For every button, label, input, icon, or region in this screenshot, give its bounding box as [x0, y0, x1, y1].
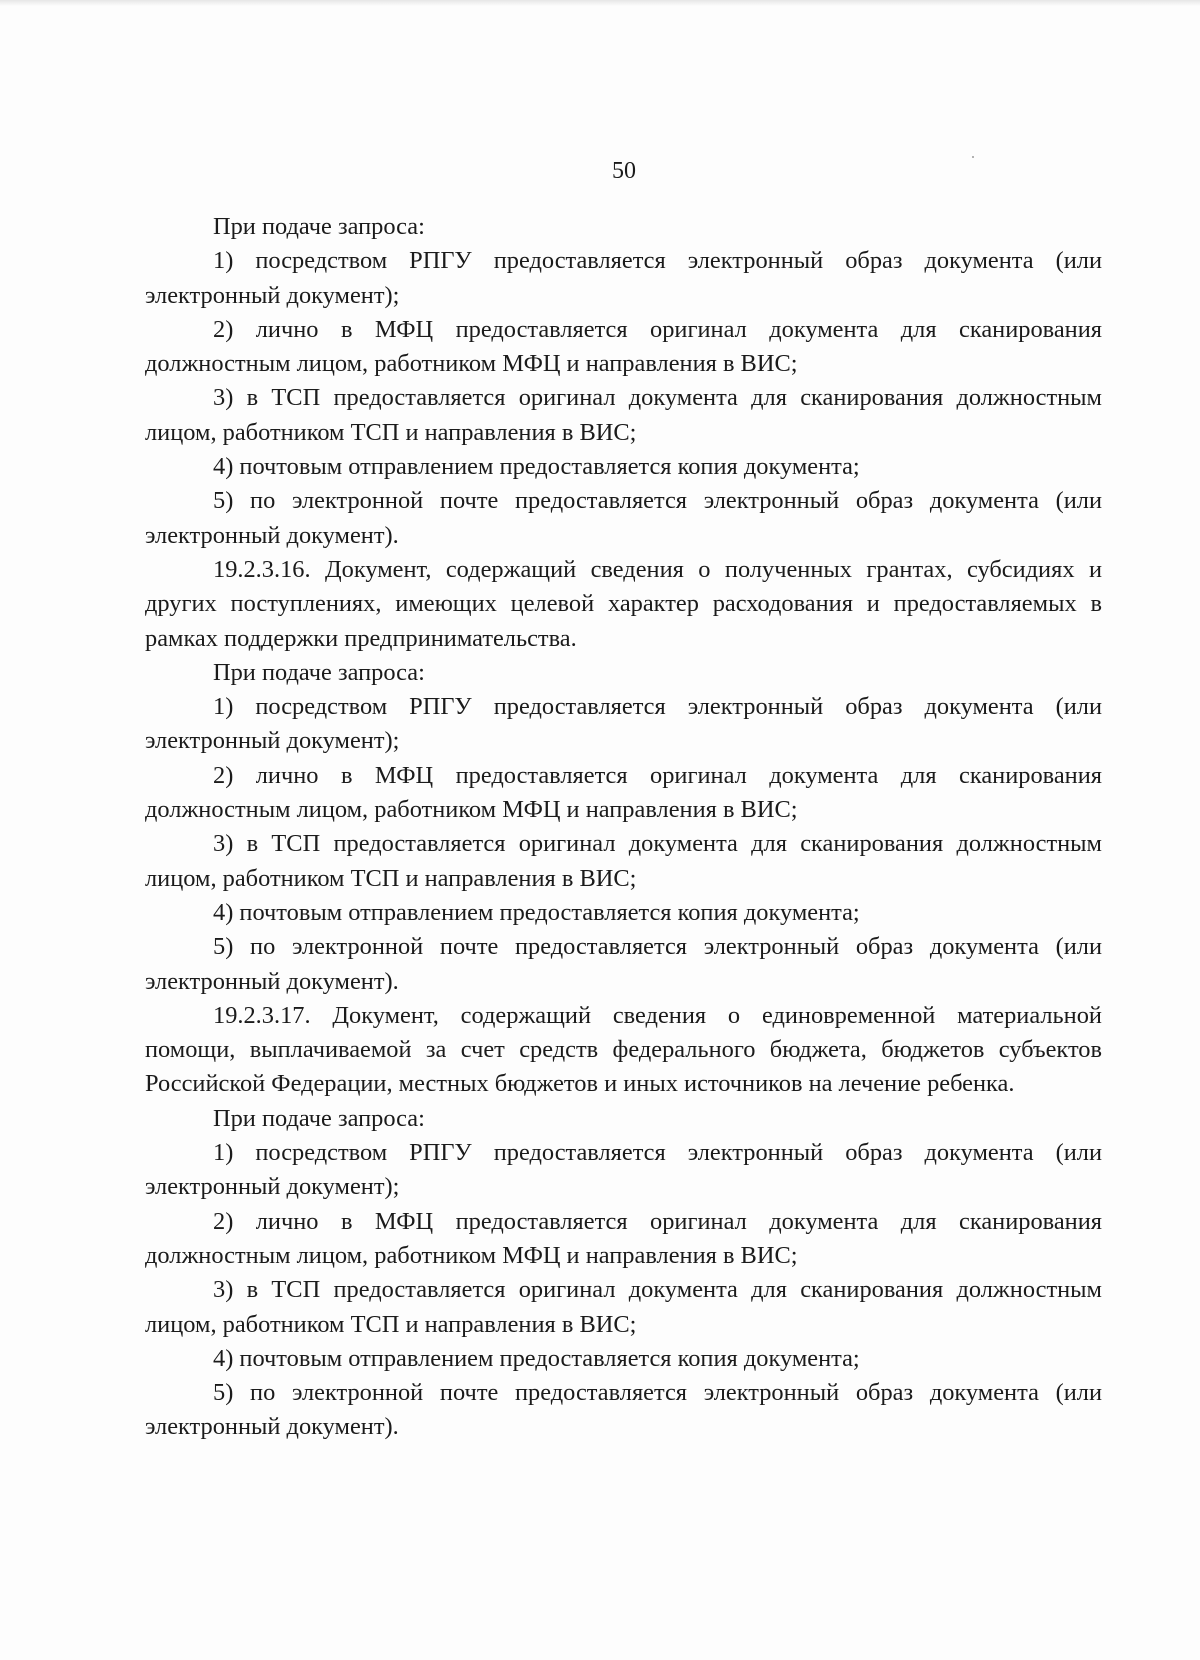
paragraph-section-19-2-3-16: 19.2.3.16. Документ, содержащий сведения о полученных грантах, субсидиях и других поступлениях, имеющих целевой характер расходования и предоставляемых в рамках поддержки предпринимательства. [145, 555, 1102, 652]
paragraph-submission-intro: При подаче запроса: [213, 213, 425, 240]
paragraph-item-mfc: 2) лично в МФЦ предоставляется оригинал документа для сканирования должностным лицом, работником МФЦ и направления в ВИС; [145, 1207, 1102, 1269]
paragraph-item-email: 5) по электронной почте предоставляется электронный образ документа (или электронный документ). [145, 487, 1102, 549]
paragraph-item-tsp: 3) в ТСП предоставляется оригинал документа для сканирования должностным лицом, работником ТСП и направления в ВИС; [145, 1276, 1102, 1338]
paragraph-item-rpgu: 1) посредством РПГУ предоставляется электронный образ документа (или электронный документ); [145, 247, 1102, 309]
paragraph-item-rpgu: 1) посредством РПГУ предоставляется электронный образ документа (или электронный документ); [145, 693, 1102, 755]
paragraph-item-mfc: 2) лично в МФЦ предоставляется оригинал документа для сканирования должностным лицом, работником МФЦ и направления в ВИС; [145, 315, 1102, 378]
paragraph-item-mail: 4) почтовым отправлением предоставляется копия документа; [213, 898, 860, 926]
paragraph-item-mail: 4) почтовым отправлением предоставляется копия документа; [213, 1344, 860, 1372]
paragraph-item-tsp: 3) в ТСП предоставляется оригинал документа для сканирования должностным лицом, работником ТСП и направления в ВИС; [145, 830, 1102, 892]
paragraph-submission-intro: При подаче запроса: [213, 658, 425, 686]
scan-edge [0, 0, 1200, 6]
paragraph-submission-intro: При подаче запроса: [213, 1104, 425, 1132]
paragraph-item-rpgu: 1) посредством РПГУ предоставляется электронный образ документа (или электронный документ); [145, 1139, 1102, 1201]
paragraph-item-email: 5) по электронной почте предоставляется электронный образ документа (или электронный документ). [145, 1379, 1102, 1441]
paragraph-section-19-2-3-17: 19.2.3.17. Документ, содержащий сведения о единовременной материальной помощи, выплачиваемой за счет средств федерального бюджета, бюджетов субъектов Российской Федерации, местных бюджетов и иных источников на лечение ребенка. [145, 1001, 1102, 1098]
paragraph-item-mail: 4) почтовым отправлением предоставляется копия документа; [213, 453, 860, 481]
paragraph-item-mfc: 2) лично в МФЦ предоставляется оригинал документа для сканирования должностным лицом, работником МФЦ и направления в ВИС; [145, 761, 1102, 824]
paragraph-item-email: 5) по электронной почте предоставляется электронный образ документа (или электронный документ). [145, 933, 1102, 995]
document-body [145, 210, 1102, 1445]
page-number: 50 [612, 158, 636, 184]
paragraph-item-tsp: 3) в ТСП предоставляется оригинал документа для сканирования должностным лицом, работником ТСП и направления в ВИС; [145, 384, 1102, 446]
